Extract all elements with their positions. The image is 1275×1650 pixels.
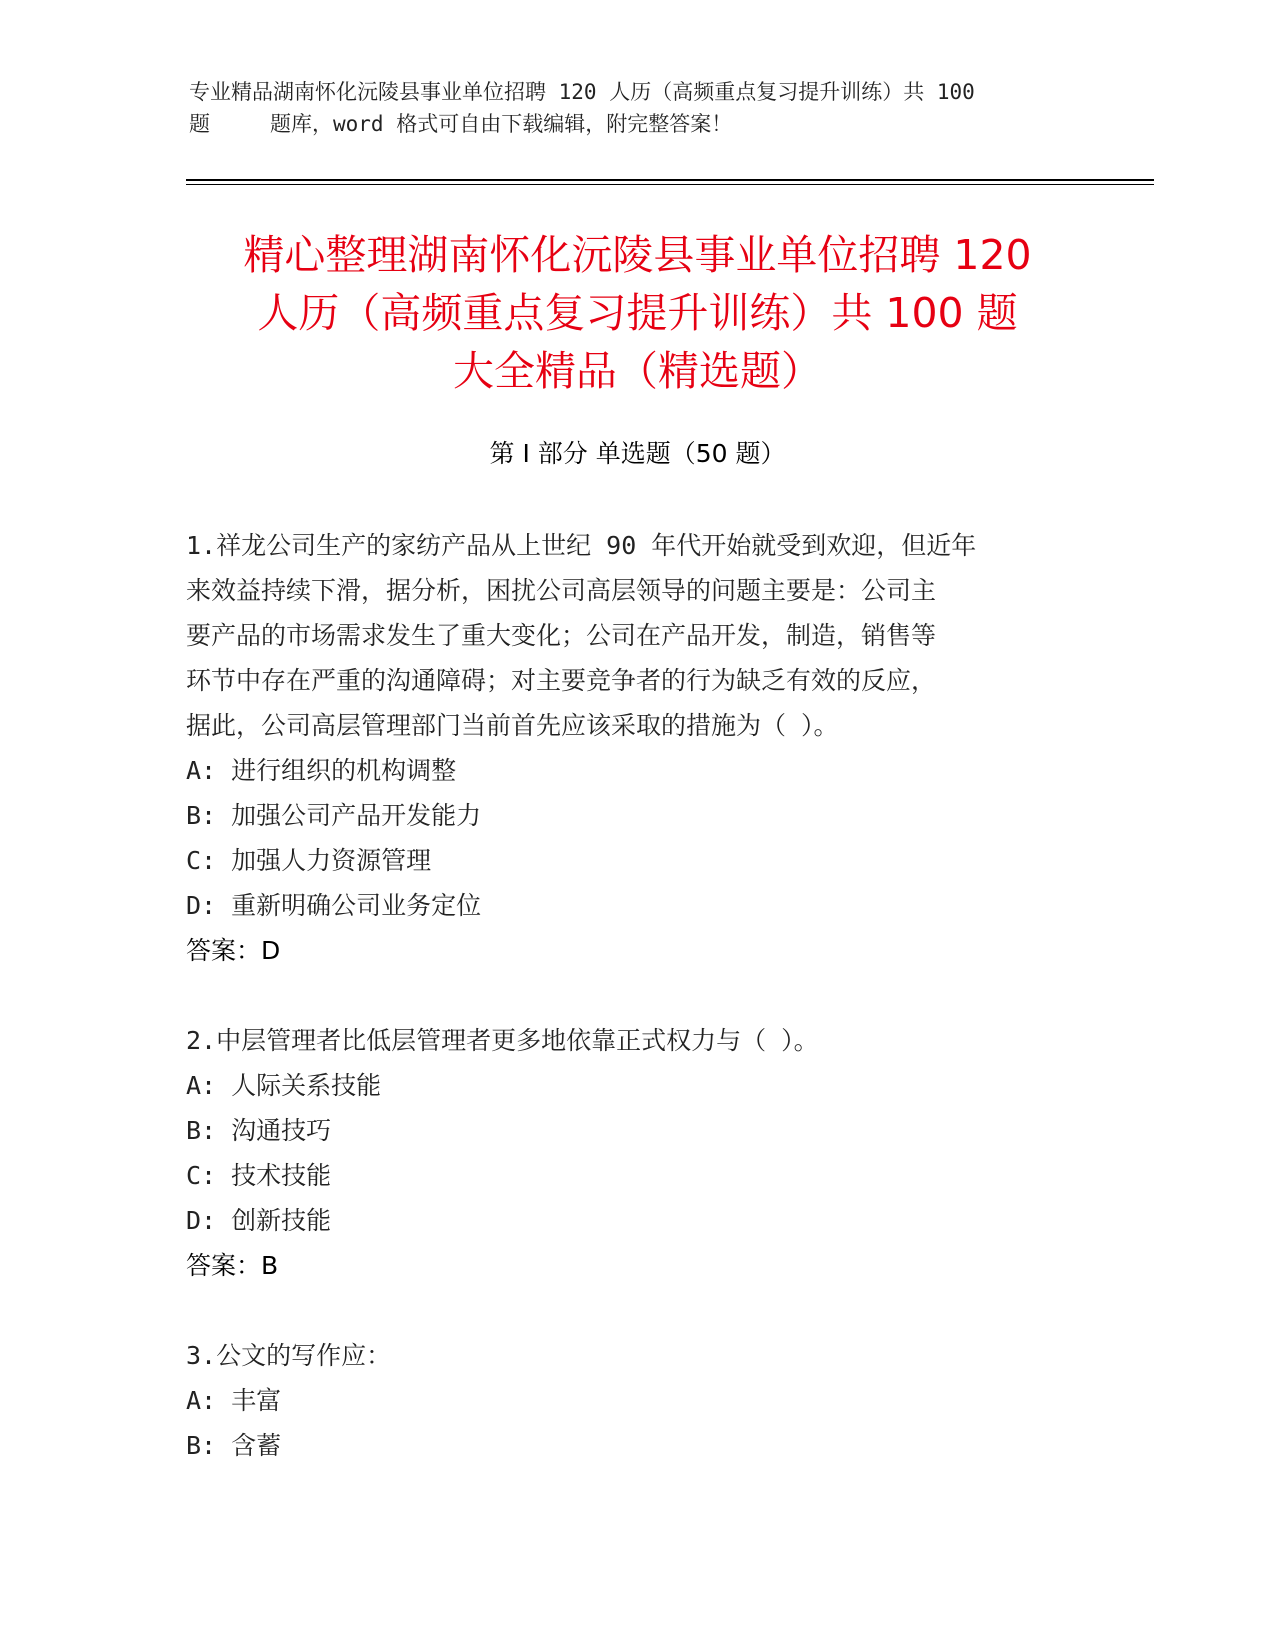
option-c: C: 加强人力资源管理 [186, 846, 432, 875]
question-text-line: 据此，公司高层管理部门当前首先应该采取的措施为（ ）。 [186, 711, 839, 740]
option-d: D: 创新技能 [186, 1206, 332, 1235]
title-line-2: 人历（高频重点复习提升训练）共 100 题 [257, 289, 1018, 337]
document-header-note [189, 76, 1089, 140]
answer-label: 答案：B [186, 1251, 279, 1280]
header-line-2-start: 题 [189, 112, 210, 136]
header-divider-thick [186, 179, 1154, 181]
question-text-line: 2.中层管理者比低层管理者更多地依靠正式权力与（ ）。 [186, 1026, 819, 1055]
question-text-line: 要产品的市场需求发生了重大变化；公司在产品开发，制造，销售等 [186, 621, 937, 650]
option-d: D: 重新明确公司业务定位 [186, 891, 482, 920]
question-spacer [186, 973, 1106, 1018]
option-c: C: 技术技能 [186, 1161, 332, 1190]
option-b: B: 含蓄 [186, 1431, 282, 1460]
header-divider-thin [186, 184, 1154, 185]
option-a: A: 丰富 [186, 1386, 282, 1415]
question-text-line: 1.祥龙公司生产的家纺产品从上世纪 90 年代开始就受到欢迎，但近年 [186, 531, 977, 560]
option-a: A: 进行组织的机构调整 [186, 756, 457, 785]
option-a: A: 人际关系技能 [186, 1071, 382, 1100]
option-b: B: 加强公司产品开发能力 [186, 801, 482, 830]
option-b: B: 沟通技巧 [186, 1116, 332, 1145]
question-text-line: 3.公文的写作应： [186, 1341, 392, 1370]
question-spacer [186, 1288, 1106, 1333]
header-line-2 [189, 108, 1089, 140]
header-line-1: 专业精品湖南怀化沅陵县事业单位招聘 120 人历（高频重点复习提升训练）共 100 [189, 80, 975, 104]
question-text-line: 环节中存在严重的沟通障碍；对主要竞争者的行为缺乏有效的反应， [186, 666, 937, 695]
answer-label: 答案：D [186, 936, 281, 965]
document-title [150, 226, 1125, 400]
header-line-2-rest: 题库，word 格式可自由下载编辑，附完整答案！ [270, 112, 733, 136]
question-1 [186, 523, 1106, 973]
question-list [186, 523, 1106, 1468]
question-2 [186, 1018, 1106, 1288]
question-3 [186, 1333, 1106, 1468]
section-title: 第 I 部分 单选题（50 题） [489, 439, 786, 468]
question-text-line: 来效益持续下滑，据分析，困扰公司高层领导的问题主要是：公司主 [186, 576, 937, 605]
title-line-1: 精心整理湖南怀化沅陵县事业单位招聘 120 [243, 231, 1032, 279]
title-line-3: 大全精品（精选题） [453, 347, 822, 395]
